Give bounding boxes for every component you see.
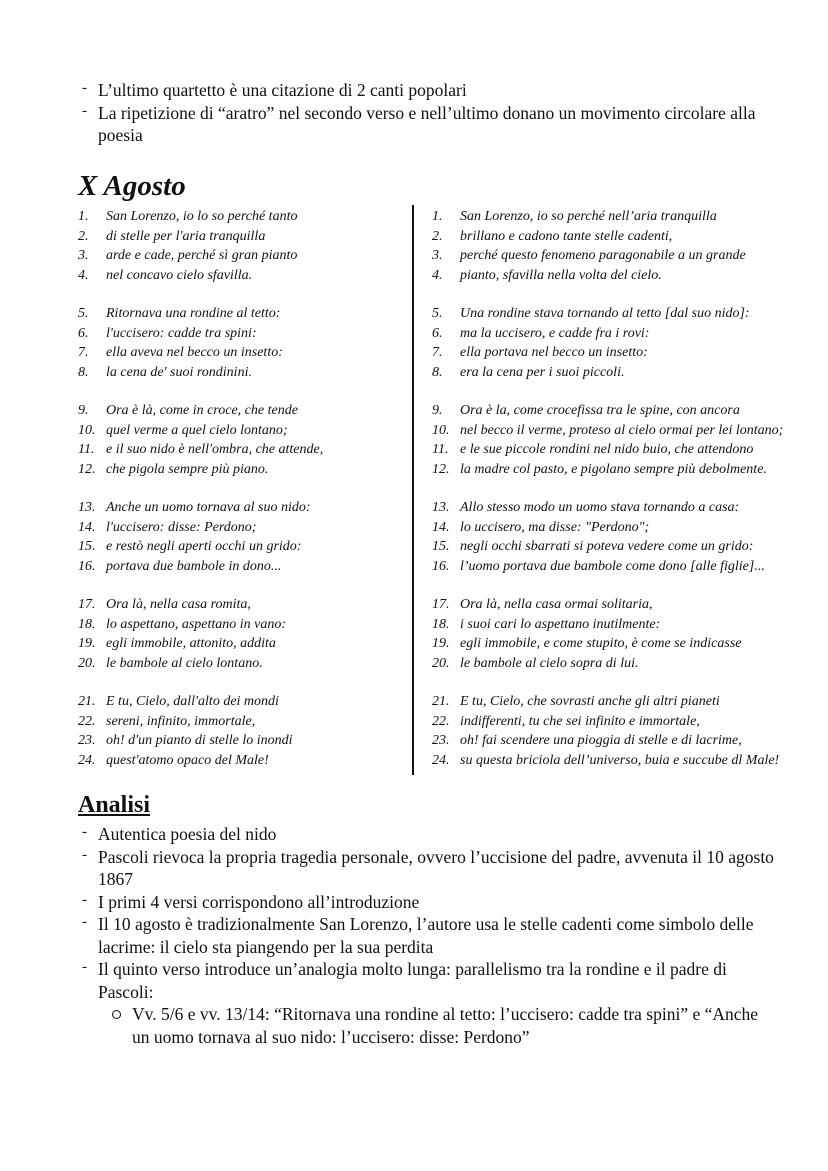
paraphrase-line [432, 401, 822, 421]
verse-text: egli immobile, attonito, addita [106, 636, 276, 651]
paraphrase-line [432, 460, 822, 480]
poem-line [78, 712, 408, 732]
verse-text: brillano e cadono tante stelle cadenti, [460, 228, 673, 244]
poem-line [78, 460, 408, 480]
paraphrase-line [432, 731, 822, 751]
verse-text: Ora là, nella casa romita, [106, 597, 251, 612]
top-bullet-list [78, 79, 778, 147]
verse-text: l'uccisero: cadde tra spini: [106, 325, 257, 341]
verse-number: 19. [432, 636, 450, 651]
verse-number: 18. [432, 616, 450, 632]
paraphrase-line [432, 595, 822, 615]
verse-number: 10. [432, 422, 450, 438]
verse-number: 23. [432, 733, 450, 748]
verse-number: 21. [432, 694, 450, 709]
poem-line [78, 654, 408, 674]
verse-number: 13. [432, 500, 450, 515]
verse-text: portava due bambole in dono... [106, 558, 282, 574]
verse-text: indifferenti, tu che sei infinito e immortale, [460, 713, 700, 729]
verse-text: lo uccisero, ma disse: "Perdono"; [460, 519, 650, 535]
verse-text: Ora è la, come crocefissa tra le spine, con ancora [460, 403, 740, 418]
verse-text: era la cena per i suoi piccoli. [460, 364, 625, 380]
verse-text: ella aveva nel becco un insetto: [106, 345, 283, 360]
verse-number: 19. [78, 636, 96, 651]
verse-number: 22. [78, 713, 96, 729]
paraphrase-line [432, 498, 822, 518]
analysis-bullet-list [78, 823, 778, 1003]
verse-text: egli immobile, e come stupito, è come se indicasse [460, 636, 742, 651]
verse-text: e restò negli aperti occhi un grido: [106, 539, 302, 554]
poem-title: X Agosto [78, 170, 186, 202]
top-bullet: - L’ultimo quartetto è una citazione di 2 canti popolari [78, 79, 778, 102]
verse-text: e il suo nido è nell'ombra, che attende, [106, 442, 324, 457]
verse-text: l'uccisero: disse: Perdono; [106, 519, 257, 535]
verse-text: sereni, infinito, immortale, [106, 713, 256, 729]
verse-text: le bambole al cielo lontano. [106, 655, 263, 671]
top-notes [78, 79, 778, 147]
analysis-bullet: - I primi 4 versi corrispondono all’introduzione [78, 891, 778, 914]
verse-number: 5. [432, 306, 443, 321]
verse-text: oh! fai scendere una pioggia di stelle e di lacrime, [460, 733, 742, 748]
verse-number: 15. [432, 539, 450, 554]
verse-text: arde e cade, perché sì gran pianto [106, 248, 298, 263]
verse-number: 11. [78, 442, 95, 457]
verse-text: E tu, Cielo, che sovrasti anche gli altri pianeti [460, 694, 720, 709]
poem-line [78, 304, 408, 324]
stanza [78, 498, 408, 576]
verse-text: le bambole al cielo sopra di lui. [460, 655, 639, 671]
verse-text: su questa briciola dell’universo, buia e succube dl Male! [460, 752, 780, 768]
paraphrase-line [432, 343, 822, 363]
verse-text: San Lorenzo, io lo so perché tanto [106, 209, 298, 224]
verse-number: 4. [432, 267, 443, 283]
analysis-bullet: - Pascoli rievoca la propria tragedia personale, ovvero l’uccisione del padre, avvenuta il 10 agosto 1867 [78, 846, 778, 891]
stanza [78, 401, 408, 479]
poem-line [78, 498, 408, 518]
paraphrase-line [432, 207, 822, 227]
verse-number: 16. [78, 558, 96, 574]
verse-number: 20. [78, 655, 96, 671]
paraphrase-column [432, 207, 822, 789]
verse-number: 24. [78, 752, 96, 768]
stanza [432, 498, 822, 576]
verse-number: 23. [78, 733, 96, 748]
verse-number: 5. [78, 306, 89, 321]
verse-text: che pigola sempre più piano. [106, 461, 269, 477]
verse-number: 12. [78, 461, 96, 477]
verse-text: Allo stesso modo un uomo stava tornando a casa: [460, 500, 740, 515]
paraphrase-line [432, 421, 822, 441]
analysis-sub-bullet-list [78, 1003, 778, 1048]
poem-line [78, 246, 408, 266]
poem-line [78, 557, 408, 577]
poem-line [78, 692, 408, 712]
verse-text: nel concavo cielo sfavilla. [106, 267, 253, 283]
paraphrase-line [432, 557, 822, 577]
paraphrase-line [432, 266, 822, 286]
poem-line [78, 731, 408, 751]
paraphrase-line [432, 692, 822, 712]
poem-line [78, 634, 408, 654]
verse-text: Ora è là, come in croce, che tende [106, 403, 298, 418]
verse-text: ella portava nel becco un insetto: [460, 345, 648, 360]
verse-text: nel becco il verme, proteso al cielo ormai per lei lontano; [460, 422, 784, 438]
poem-column [78, 207, 408, 789]
verse-text: l’uomo portava due bambole come dono [alle figlie]... [460, 558, 765, 574]
verse-number: 3. [432, 248, 443, 263]
poem-line [78, 595, 408, 615]
paraphrase-line [432, 615, 822, 635]
verse-number: 15. [78, 539, 96, 554]
verse-number: 1. [78, 209, 89, 224]
paraphrase-line [432, 363, 822, 383]
verse-text: San Lorenzo, io so perché nell’aria tranquilla [460, 209, 717, 224]
verse-text: la madre col pasto, e pigolano sempre più debolmente. [460, 461, 767, 477]
verse-text: Una rondine stava tornando al tetto [dal suo nido]: [460, 306, 750, 321]
stanza [78, 207, 408, 285]
verse-text: negli occhi sbarrati si poteva vedere come un grido: [460, 539, 754, 554]
poem-line [78, 343, 408, 363]
stanza [78, 595, 408, 673]
stanza [432, 595, 822, 673]
verse-number: 13. [78, 500, 96, 515]
paraphrase-line [432, 712, 822, 732]
paraphrase-line [432, 324, 822, 344]
poem-line [78, 227, 408, 247]
verse-text: Ritornava una rondine al tetto: [106, 306, 281, 321]
analysis-bullet: - Il 10 agosto è tradizionalmente San Lorenzo, l’autore usa le stelle cadenti come simbolo delle lacrime: il cielo sta piangendo per la sua perdita [78, 913, 778, 958]
analysis-heading: Analisi [78, 792, 151, 818]
poem-line [78, 324, 408, 344]
verse-text: di stelle per l'aria tranquilla [106, 228, 266, 244]
paraphrase-line [432, 304, 822, 324]
stanza [432, 207, 822, 285]
verse-number: 7. [432, 345, 443, 360]
poem-line [78, 421, 408, 441]
verse-text: lo aspettano, aspettano in vano: [106, 616, 287, 632]
verse-number: 6. [432, 325, 443, 341]
paraphrase-line [432, 518, 822, 538]
analysis-bullet: - Il quinto verso introduce un’analogia molto lunga: parallelismo tra la rondine e il padre di Pascoli: [78, 958, 778, 1003]
analysis-bullet: - Autentica poesia del nido [78, 823, 778, 846]
column-divider [412, 205, 414, 775]
verse-text: e le sue piccole rondini nel nido buio, che attendono [460, 442, 754, 457]
stanza [78, 304, 408, 382]
verse-number: 11. [432, 442, 449, 457]
paraphrase-line [432, 751, 822, 771]
verse-number: 9. [432, 403, 443, 418]
verse-number: 16. [432, 558, 450, 574]
verse-number: 24. [432, 752, 450, 768]
verse-text: ma la uccisero, e cadde fra i rovi: [460, 325, 650, 341]
verse-text: Ora là, nella casa ormai solitaria, [460, 597, 653, 612]
verse-text: la cena de' suoi rondinini. [106, 364, 252, 380]
verse-number: 22. [432, 713, 450, 729]
verse-number: 18. [78, 616, 96, 632]
stanza [432, 692, 822, 770]
verse-text: i suoi cari lo aspettano inutilmente: [460, 616, 661, 632]
verse-number: 4. [78, 267, 89, 283]
poem-line [78, 401, 408, 421]
verse-number: 3. [78, 248, 89, 263]
verse-number: 8. [432, 364, 443, 380]
verse-number: 20. [432, 655, 450, 671]
verse-text: oh! d'un pianto di stelle lo inondi [106, 733, 293, 748]
stanza [432, 304, 822, 382]
analysis-section [78, 823, 778, 1048]
poem-line [78, 207, 408, 227]
verse-number: 10. [78, 422, 96, 438]
verse-number: 7. [78, 345, 89, 360]
poem-line [78, 363, 408, 383]
verse-text: quest'atomo opaco del Male! [106, 752, 269, 768]
verse-number: 8. [78, 364, 89, 380]
verse-number: 2. [78, 228, 89, 244]
verse-number: 2. [432, 228, 443, 244]
verse-text: E tu, Cielo, dall'alto dei mondi [106, 694, 279, 709]
paraphrase-line [432, 537, 822, 557]
verse-text: quel verme a quel cielo lontano; [106, 422, 288, 438]
verse-number: 14. [432, 519, 450, 535]
verse-number: 17. [432, 597, 450, 612]
poem-line [78, 266, 408, 286]
verse-number: 12. [432, 461, 450, 477]
paraphrase-line [432, 634, 822, 654]
verse-number: 9. [78, 403, 89, 418]
stanza [78, 692, 408, 770]
verse-number: 14. [78, 519, 96, 535]
poem-line [78, 615, 408, 635]
poem-line [78, 537, 408, 557]
verse-number: 6. [78, 325, 89, 341]
verse-number: 1. [432, 209, 443, 224]
stanza [432, 401, 822, 479]
analysis-sub-bullet: Vv. 5/6 e vv. 13/14: “Ritornava una rondine al tetto: l’uccisero: cadde tra spini” e “Anche un uomo tornava al suo nido: l’uccisero: disse: Perdono” [112, 1003, 778, 1048]
top-bullet: - La ripetizione di “aratro” nel secondo verso e nell’ultimo donano un movimento circolare alla poesia [78, 102, 778, 147]
verse-text: Anche un uomo tornava al suo nido: [106, 500, 311, 515]
poem-line [78, 751, 408, 771]
paraphrase-line [432, 654, 822, 674]
verse-text: pianto, sfavilla nella volta del cielo. [460, 267, 662, 283]
poem-line [78, 518, 408, 538]
paraphrase-line [432, 227, 822, 247]
verse-number: 17. [78, 597, 96, 612]
paraphrase-line [432, 246, 822, 266]
poem-line [78, 440, 408, 460]
verse-number: 21. [78, 694, 96, 709]
verse-text: perché questo fenomeno paragonabile a un grande [460, 248, 746, 263]
paraphrase-line [432, 440, 822, 460]
